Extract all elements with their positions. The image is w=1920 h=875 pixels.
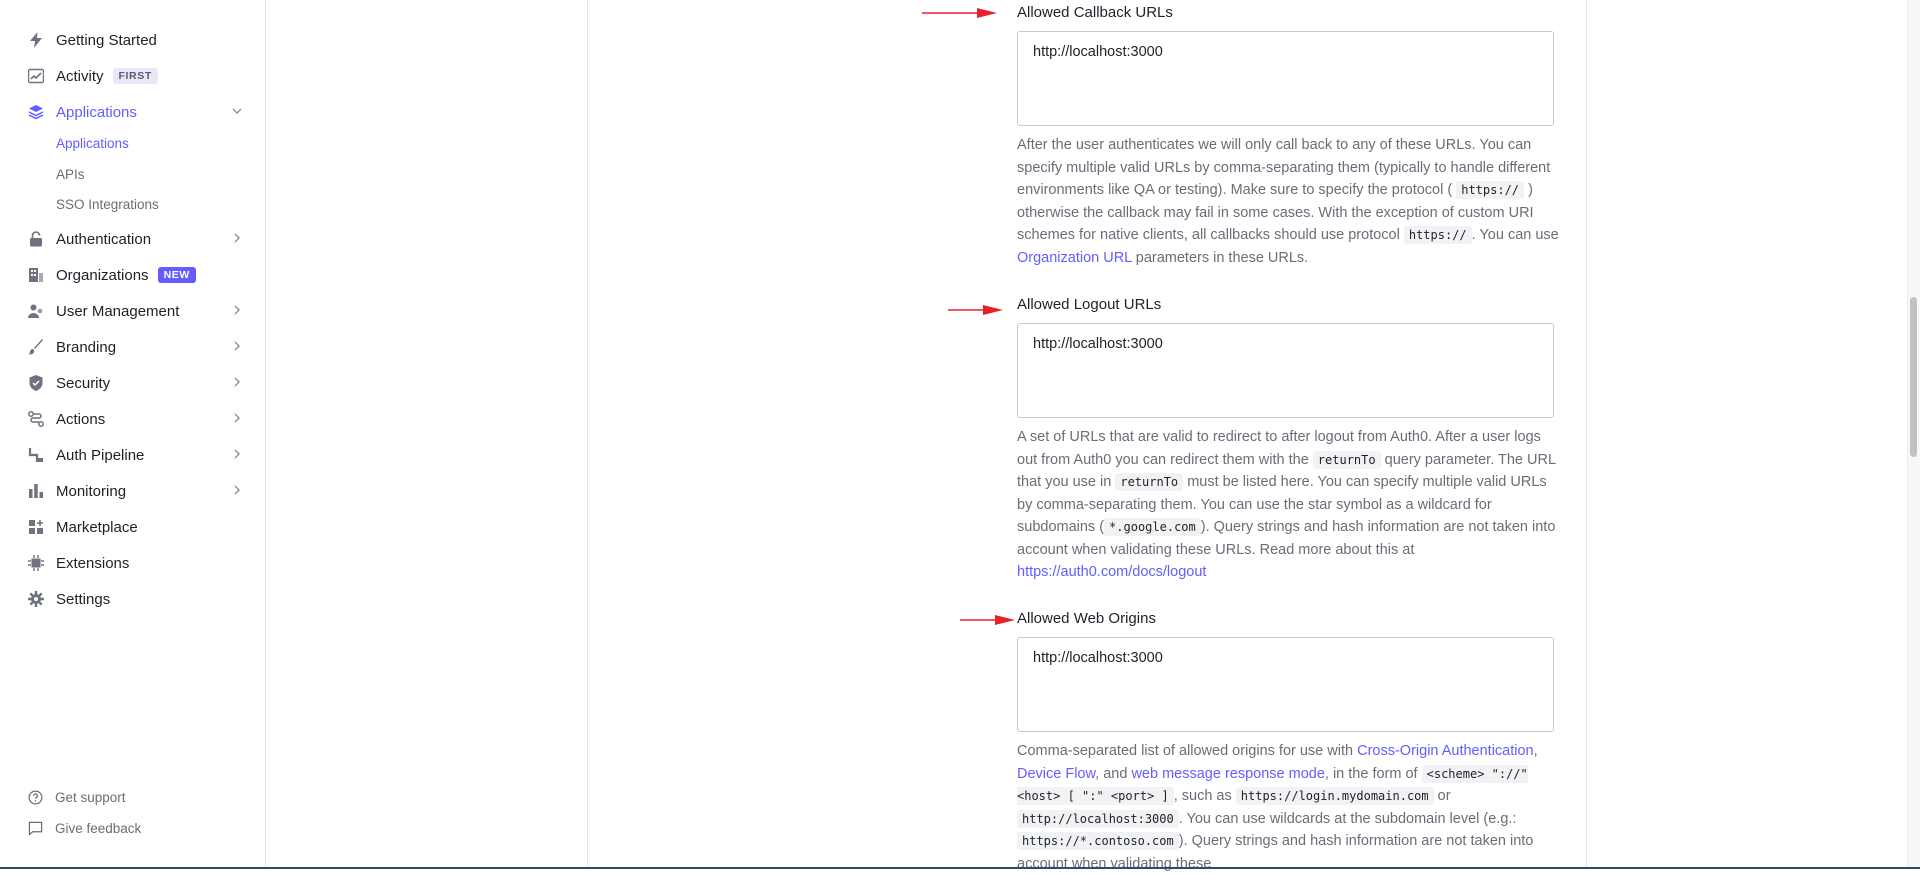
grid-plus-icon [28,519,44,535]
subnav-applications[interactable]: Applications [56,136,129,151]
sidebar-item-label: Applications [56,104,137,121]
sidebar-item-getting-started[interactable] [28,25,243,55]
users-icon [28,303,44,319]
web-origins-label: Allowed Web Origins [1017,610,1156,627]
sidebar-item-label: Authentication [56,231,151,248]
chevron-right-icon[interactable] [231,448,243,460]
sidebar-item-label: Actions [56,411,105,428]
logout-urls-textarea[interactable]: http://localhost:3000 [1017,323,1554,418]
cross-origin-auth-link[interactable]: Cross-Origin Authentication [1357,743,1534,759]
scrollbar-thumb[interactable] [1910,297,1917,457]
subnav-sso-integrations[interactable]: SSO Integrations [56,197,159,212]
get-support-label: Get support [55,790,126,805]
red-arrow-annotation-icon [960,614,1015,626]
sidebar-item-settings[interactable] [28,584,243,614]
layers-icon [28,104,44,120]
content-divider-right [1586,0,1587,869]
inline-code: https://login.mydomain.com [1236,787,1434,805]
inline-code: https://*.contoso.com [1017,832,1179,850]
chevron-right-icon[interactable] [231,412,243,424]
sidebar-item-applications[interactable] [28,97,243,127]
red-arrow-annotation-icon [948,304,1003,316]
inline-code: https:// [1404,226,1472,244]
help-circle-icon [28,790,43,805]
chevron-right-icon[interactable] [231,340,243,352]
shield-icon [28,375,44,391]
sidebar-item-label: Extensions [56,555,129,572]
sidebar-item-label: Monitoring [56,483,126,500]
organization-url-link[interactable]: Organization URL [1017,250,1132,266]
sidebar-item-label: Organizations [56,267,149,284]
sidebar-item-activity[interactable] [28,61,243,91]
inline-code: https:// [1456,181,1524,199]
brush-icon [28,339,44,355]
lightning-icon [28,32,44,48]
sidebar-item-label: Marketplace [56,519,138,536]
sidebar-item-user-management[interactable] [28,296,243,326]
sidebar-item-authentication[interactable] [28,224,243,254]
chevron-right-icon[interactable] [231,484,243,496]
web-message-mode-link[interactable]: web message response mode [1131,766,1324,782]
logout-urls-label: Allowed Logout URLs [1017,296,1161,313]
inline-code: <scheme> "://" <host> [ ":" <port> ] [1017,765,1528,806]
auth0-logout-docs-link[interactable]: https://auth0.com/docs/logout [1017,564,1206,580]
chevron-down-icon[interactable] [231,105,243,117]
page-scrollbar[interactable] [1907,0,1920,869]
activity-chart-icon [28,68,44,84]
sidebar-item-label: User Management [56,303,179,320]
chevron-right-icon[interactable] [231,304,243,316]
chevron-right-icon[interactable] [231,376,243,388]
callback-urls-textarea[interactable]: http://localhost:3000 [1017,31,1554,126]
sidebar-item-security[interactable] [28,368,243,398]
sidebar-item-label: Branding [56,339,116,356]
actions-flow-icon [28,411,44,427]
inline-code: http://localhost:3000 [1017,810,1179,828]
web-origins-description: Comma-separated list of allowed origins for use with Cross-Origin Authentication, Device Flow, and web message response mode, in the form of <scheme> "://" <host> [ ":" <port> ] , such as https://login.mydomain.com or http://localhost:3000 . You can use wildcards at the subdomain level (e.g.: https://*.contoso.com ). Query strings and hash information are not taken into account when validating these [1017,740,1562,875]
sidebar-item-label: Getting Started [56,32,157,49]
red-arrow-annotation-icon [922,7,997,19]
pipeline-icon [28,447,44,463]
logout-urls-description: A set of URLs that are valid to redirect to after logout from Auth0. After a user logs out from Auth0 you can redirect them with the returnTo query parameter. The URL that you use in returnTo must be listed here. You can specify multiple valid URLs by comma-separating them. You can use the star symbol as a wildcard for subdomains ( *.google.com ). Query strings and hash information are not taken into account when validating these URLs. Read more about this at https://auth0.com/docs/logout [1017,426,1562,584]
sidebar [0,0,266,869]
lock-icon [28,231,44,247]
web-origins-textarea[interactable]: http://localhost:3000 [1017,637,1554,732]
sidebar-item-label: Activity [56,68,104,85]
sidebar-item-branding[interactable] [28,332,243,362]
chip-icon [28,555,44,571]
content-divider-left [587,0,588,869]
chevron-right-icon[interactable] [231,232,243,244]
sidebar-item-label: Settings [56,591,110,608]
sidebar-item-label: Auth Pipeline [56,447,144,464]
building-icon [28,267,44,283]
inline-code: *.google.com [1104,518,1201,536]
get-support-link[interactable] [28,790,126,805]
sidebar-item-marketplace[interactable] [28,512,243,542]
bar-chart-icon [28,483,44,499]
sidebar-item-auth-pipeline[interactable] [28,440,243,470]
sidebar-item-actions[interactable] [28,404,243,434]
device-flow-link[interactable]: Device Flow [1017,766,1095,782]
sidebar-item-extensions[interactable] [28,548,243,578]
inline-code: returnTo [1115,473,1183,491]
message-square-icon [28,821,43,836]
give-feedback-link[interactable] [28,821,141,836]
callback-urls-description: After the user authenticates we will only call back to any of these URLs. You can specify multiple valid URLs by comma-separating them (typically to handle different environments like QA or testing). Make sure to specify the protocol ( https:// ) otherwise the callback may fail in some cases. With the exception of custom URI schemes for native clients, all callbacks should use protocol https:// . You can use Organization URL parameters in these URLs. [1017,134,1562,269]
gear-icon [28,591,44,607]
new-badge: NEW [158,267,196,283]
give-feedback-label: Give feedback [55,821,141,836]
sidebar-item-label: Security [56,375,110,392]
subnav-apis[interactable]: APIs [56,167,85,182]
first-badge: FIRST [113,68,158,84]
sidebar-item-monitoring[interactable] [28,476,243,506]
inline-code: returnTo [1313,451,1381,469]
callback-urls-label: Allowed Callback URLs [1017,4,1173,21]
sidebar-item-organizations[interactable] [28,260,243,290]
